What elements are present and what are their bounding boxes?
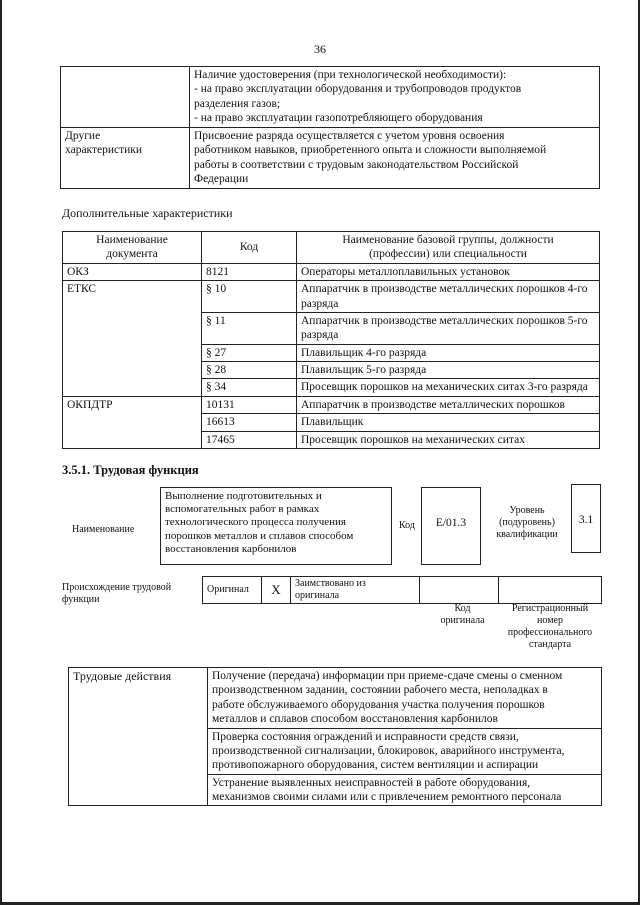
text-line: работы в соответствии с трудовым законодательством Российской (194, 158, 519, 171)
text-line: (профессии) или специальности (369, 248, 527, 261)
origin-table (202, 576, 602, 604)
table-row (63, 281, 600, 313)
actions-label: Трудовые действия (69, 668, 208, 806)
text-line: механизмов своими силами или с привлечением ремонтного персонала (212, 791, 562, 803)
text-line: противопожарного оборудования, систем вентиляции и аспирации (212, 759, 539, 772)
text-line: оригинала (295, 589, 340, 601)
text-line: характеристики (65, 144, 143, 157)
top-row1-text (190, 67, 600, 128)
text-line: Устранение выявленных неисправностей в работе оборудования, (212, 776, 531, 789)
top-row2-label (61, 128, 190, 189)
additional-table (62, 231, 600, 449)
text-line: Наличие удостоверения (при технологической необходимости): (194, 69, 507, 81)
table-row (69, 668, 602, 729)
cell-doc: ОКЗ (63, 263, 202, 280)
text-line: Другие (65, 130, 101, 142)
text-line: Код (454, 603, 471, 614)
text-line: квалификации (496, 529, 558, 540)
table-row (61, 67, 600, 128)
top-table (60, 66, 600, 189)
text-line: Проверка состояния ограждений и исправности средств связи, (212, 730, 519, 743)
top-row2-text (190, 128, 600, 189)
text-line: номер (537, 615, 563, 626)
table-row (61, 128, 600, 189)
original-label: Оригинал (203, 577, 262, 604)
action-item (208, 668, 602, 729)
cell-name: Операторы металлоплавильных установок (297, 263, 600, 280)
text-line: производственной сигнализации, блокировок, аварийного инструмента, (212, 744, 565, 757)
header-code: Код (202, 232, 297, 264)
reg-number-caption (500, 603, 600, 651)
text-line: Выполнение подготовительных и (165, 490, 322, 502)
cell-name: Просевщик порошков на механических ситах 3-го разряда (297, 379, 600, 396)
text-line: профессионального (507, 627, 593, 638)
text-line: технологического процесса получения (165, 516, 346, 529)
cell-doc: ОКПДТР (63, 396, 202, 448)
code-value-box: E/01.3 (421, 487, 481, 565)
original-mark: X (262, 577, 291, 604)
text-line: оригинала (440, 615, 485, 626)
cell-name: Аппаратчик в производстве металлических порошков (297, 396, 600, 413)
level-value-box: 3.1 (571, 484, 601, 553)
page-number: 36 (314, 42, 326, 56)
text-line: разделения газов; (194, 97, 281, 110)
code-orig-cell (420, 577, 499, 604)
borrowed-label (291, 577, 420, 604)
additional-title: Дополнительные характеристики (62, 206, 233, 220)
cell-code: 10131 (202, 396, 297, 413)
text-line: Присвоение разряда осуществляется с учетом уровня освоения (194, 130, 505, 142)
text-line: металлов и сплавов способом восстановления карбонилов (212, 713, 498, 726)
text-line: производственном задании, состоянии рабочего места, неполадках в (212, 684, 548, 697)
cell-name: Аппаратчик в производстве металлических порошков 5-го разряда (297, 312, 600, 344)
level-label (487, 505, 567, 541)
text-line: Регистрационный (511, 603, 589, 614)
cell-name: Плавильщик 4-го разряда (297, 344, 600, 361)
section-title: 3.5.1. Трудовая функция (62, 463, 199, 477)
reg-number-cell (499, 577, 602, 604)
text-line: документа (106, 248, 158, 261)
action-item (208, 728, 602, 774)
table-row (63, 263, 600, 280)
cell-name: Плавильщик (297, 414, 600, 431)
cell-code: § 27 (202, 344, 297, 361)
cell-code: 17465 (202, 431, 297, 448)
text-line: вспомогательных работ в рамках (165, 503, 320, 516)
text-line: Наименование базовой группы, должности (342, 234, 554, 246)
header-doc (63, 232, 202, 264)
code-orig-caption (425, 603, 500, 627)
text-line: Федерации (194, 173, 249, 186)
cell-code: § 34 (202, 379, 297, 396)
cell-code: 16613 (202, 414, 297, 431)
origin-label (62, 582, 171, 606)
action-item (208, 774, 602, 806)
header-name (297, 232, 600, 264)
code-label: Код (399, 520, 415, 531)
text-line: Получение (передача) информации при приеме-сдаче смены о сменном (212, 670, 563, 682)
text-line: Наименование (96, 234, 168, 246)
text-line: - на право эксплуатации оборудования и трубопроводов продуктов (194, 83, 522, 96)
text-line: работе обслуживаемого оборудования участка получения порошков (212, 698, 545, 711)
function-name-box (160, 487, 392, 565)
name-label: Наименование (72, 524, 135, 535)
cell-code: 8121 (202, 263, 297, 280)
cell-name: Просевщик порошков на механических ситах (297, 431, 600, 448)
text-line: стандарта (528, 639, 572, 650)
text-line: - на право эксплуатации газопотребляющего оборудования (194, 112, 483, 125)
cell-code: § 28 (202, 362, 297, 379)
cell-name: Аппаратчик в производстве металлических порошков 4-го разряда (297, 281, 600, 313)
text-line: работником навыков, приобретенного опыта и сложности выполняемой (194, 144, 547, 157)
text-line: порошков металлов и сплавов способом (165, 529, 354, 542)
text-line: Уровень (509, 505, 545, 516)
table-header-row (63, 232, 600, 264)
actions-table (68, 667, 602, 806)
table-row (203, 577, 602, 604)
text-line: Происхождение трудовой (62, 582, 172, 593)
text-line: восстановления карбонилов (165, 542, 297, 555)
text-line: (подуровень) (499, 517, 555, 528)
top-row1-label (61, 67, 190, 128)
page-edge-left (0, 0, 2, 905)
cell-name: Плавильщик 5-го разряда (297, 362, 600, 379)
text-line: Заимствовано из (295, 578, 366, 589)
cell-doc: ЕТКС (63, 281, 202, 397)
text-line: функции (62, 594, 100, 605)
cell-code: § 11 (202, 312, 297, 344)
table-row (63, 396, 600, 413)
cell-code: § 10 (202, 281, 297, 313)
